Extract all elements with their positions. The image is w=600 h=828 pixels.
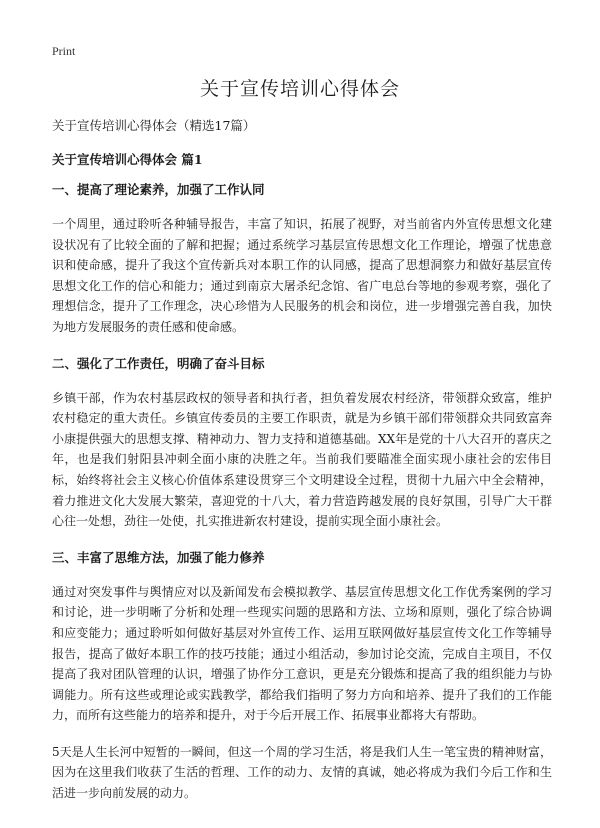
- section-heading-1: 一、提高了理论素养，加强了工作认同: [52, 182, 265, 197]
- section-paragraph-2: 乡镇干部，作为农村基层政权的领导者和执行者，担负着发展农村经济，带领群众致富，维护农村稳定的重大责任。乡镇宣传委员的主要工作职责，就是为乡镇干部们带领群众共同致富奔小康提供强大的思想支撑、精神动力、智力支持和道德基础。XX年是党的十八大召开的喜庆之年，也是我们射阳县冲刺全面小康的决胜之年。当前我们要瞄准全面实现小康社会的宏伟目标，始终将社会主义核心价值体系建设贯穿三个文明建设全过程，贯彻十九届六中全会精神，着力推进文化大发展大繁荣，喜迎党的十八大，着力营造跨越发展的良好氛围，引导广大干群心往一处想，劲往一处使，扎实推进新农村建设，提前实现全面小康社会。: [52, 390, 552, 529]
- print-link[interactable]: Print: [52, 44, 76, 58]
- section-heading-2: 二、强化了工作责任，明确了奋斗目标: [52, 355, 265, 371]
- page-title: 关于宣传培训心得体会: [199, 78, 400, 100]
- section-heading-3: 三、丰富了思维方法，加强了能力修养: [52, 549, 265, 565]
- section-paragraph-3: 通过对突发事件与舆情应对以及新闻发布会模拟教学、基层宣传思想文化工作优秀案例的学习和讨论，进一步明晰了分析和处理一些现实问题的思路和方法、立场和原则，强化了综合协调和应变能力；通过聆听如何做好基层对外宣传工作、运用互联网做好基层宣传文化工作等辅导报告，提高了做好本职工作的技巧技能；通过小组活动，参加讨论交流，完成自主项目，不仅提高了我对团队管理的认识，增强了协作分工意识，更是充分锻炼和提高了我的组织能力与协调能力。所有这些或理论或实践教学，都给我们指明了努力方向和培养、提升了我们的工作能力，而所有这些能力的培养和提升，对于今后开展工作、拓展事业都将大有帮助。: [52, 584, 552, 723]
- article-body: [52, 116, 552, 820]
- article-heading: 关于宣传培训心得体会 篇1: [52, 152, 203, 167]
- article-subtitle: 关于宣传培训心得体会（精选17篇）: [52, 118, 256, 133]
- closing-paragraph: 5天是人生长河中短暂的一瞬间，但这一个周的学习生活，将是我们人生一笔宝贵的精神财富，因为在这里我们收获了生活的哲理、工作的动力、友情的真诚，她必将成为我们今后工作和生活进一步向前发展的动力。: [52, 744, 552, 801]
- section-paragraph-1: 一个周里，通过聆听各种辅导报告，丰富了知识，拓展了视野，对当前省内外宣传思想文化建设状况有了比较全面的了解和把握；通过系统学习基层宣传思想文化工作理论，增强了忧患意识和使命感，提升了我这个宣传新兵对本职工作的认同感，提高了思想洞察力和做好基层宣传思想文化工作的信心和能力；通过到南京大屠杀纪念馆、省广电总台等地的参观考察，强化了理想信念，提升了工作理念，决心珍惜为人民服务的机会和岗位，进一步增强完善自我，加快为地方发展服务的责任感和使命感。: [52, 217, 552, 334]
